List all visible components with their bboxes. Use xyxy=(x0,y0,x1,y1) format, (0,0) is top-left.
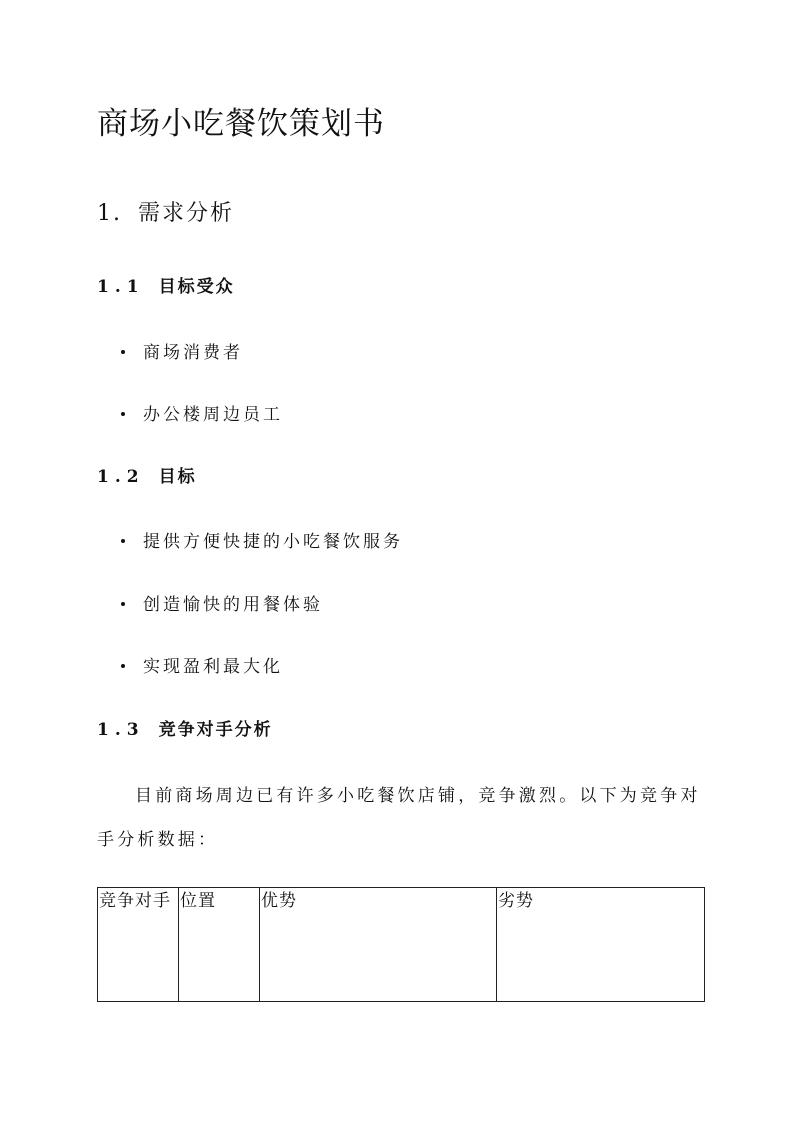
subsection-title: 目标受众 xyxy=(158,277,235,297)
table-header-cell: 劣势 xyxy=(497,888,705,1002)
list-item: 办公楼周边员工 xyxy=(121,400,283,425)
bullet-icon xyxy=(121,412,125,416)
bullet-icon xyxy=(121,350,125,354)
subsection-heading-1-2 xyxy=(97,462,197,487)
subsection-title: 竞争对手分析 xyxy=(158,720,273,740)
list-item: 提供方便快捷的小吃餐饮服务 xyxy=(121,527,403,552)
bullet-icon xyxy=(121,602,125,606)
document-title: 商场小吃餐饮策划书 xyxy=(97,106,385,142)
table-row xyxy=(98,888,705,1002)
bullet-icon xyxy=(121,664,125,668)
subsection-number: 1.1 xyxy=(97,277,145,297)
section-number: 1. xyxy=(97,201,122,226)
list-item: 商场消费者 xyxy=(121,338,243,363)
subsection-title: 目标 xyxy=(158,467,197,487)
section-heading-1 xyxy=(97,196,234,227)
table-header-cell: 竞争对手 xyxy=(98,888,179,1002)
bullet-icon xyxy=(121,539,125,543)
subsection-heading-1-3 xyxy=(97,715,273,740)
section-title: 需求分析 xyxy=(138,201,235,226)
competitor-paragraph: 目前商场周边已有许多小吃餐饮店铺，竞争激烈。以下为竞争对手分析数据： xyxy=(97,786,701,850)
table-header-cell: 位置 xyxy=(179,888,260,1002)
subsection-heading-1-1 xyxy=(97,272,235,297)
list-item: 创造愉快的用餐体验 xyxy=(121,590,323,615)
subsection-number: 1.3 xyxy=(97,720,145,740)
list-item: 实现盈利最大化 xyxy=(121,652,283,677)
subsection-number: 1.2 xyxy=(97,467,145,487)
table-header-cell: 优势 xyxy=(260,888,497,1002)
competitor-table xyxy=(97,887,705,1002)
